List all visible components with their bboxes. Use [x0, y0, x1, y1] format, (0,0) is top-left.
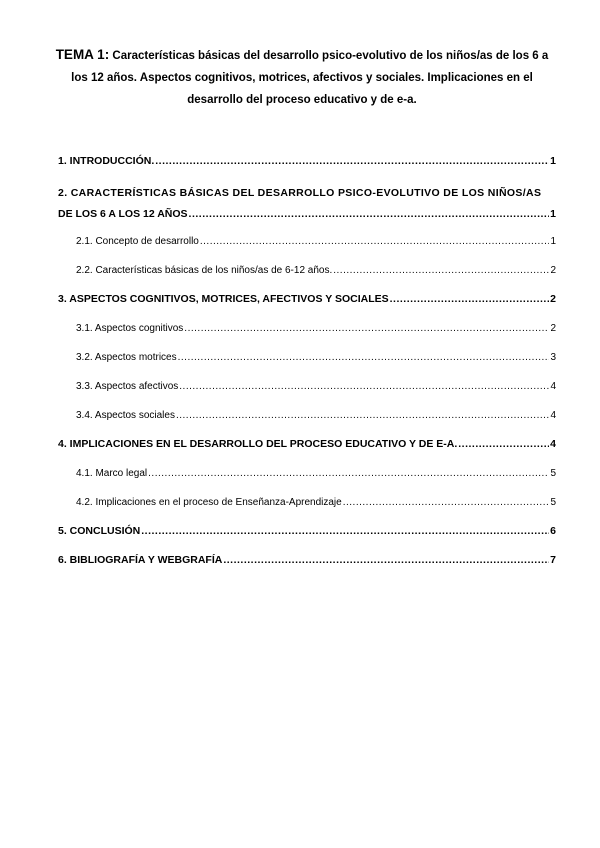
toc-page: 2: [550, 293, 556, 305]
toc-page: 2: [550, 265, 556, 276]
dot-leader: [223, 546, 549, 575]
toc-entry-bibliografia[interactable]: [58, 546, 556, 575]
toc-label: 2.1. Concepto de desarrollo: [76, 236, 199, 247]
toc-entry-concepto-desarrollo[interactable]: [58, 227, 556, 256]
dot-leader: [179, 372, 549, 401]
toc-page: 1: [550, 208, 556, 220]
dot-leader: [148, 459, 549, 488]
toc-label: 4.1. Marco legal: [76, 468, 148, 479]
toc-page: 6: [550, 525, 556, 537]
toc-page: 4: [550, 381, 556, 392]
toc-label-line1: 2. CARACTERÍSTICAS BÁSICAS DEL DESARROLLO PSICO-EVOLUTIVO DE LOS NIÑOS/AS: [58, 187, 542, 199]
dot-leader: [200, 227, 550, 256]
toc-label: 6. BIBLIOGRAFÍA Y WEBGRAFÍA: [58, 554, 223, 566]
table-of-contents: [58, 147, 556, 575]
toc-page: 1: [550, 155, 556, 167]
dot-leader: [141, 517, 549, 546]
dot-leader: [333, 256, 549, 285]
toc-entry-caracteristicas-basicas[interactable]: [58, 256, 556, 285]
toc-entry-conclusion[interactable]: [58, 517, 556, 546]
toc-label: 3.1. Aspectos cognitivos: [76, 323, 184, 334]
title-lead: TEMA 1:: [55, 47, 110, 62]
toc-label-line2: DE LOS 6 A LOS 12 AÑOS: [58, 208, 188, 220]
toc-label: 3.4. Aspectos sociales: [76, 410, 175, 421]
toc-page: 2: [550, 323, 556, 334]
dot-leader: [184, 314, 549, 343]
toc-page: 4: [550, 438, 556, 450]
toc-entry-implicaciones-ea[interactable]: [58, 488, 556, 517]
dot-leader: [343, 488, 550, 517]
dot-leader: [189, 204, 550, 224]
toc-entry-aspectos-cognitivos[interactable]: [58, 314, 556, 343]
toc-page: 5: [550, 497, 556, 508]
toc-entry-marco-legal[interactable]: [58, 459, 556, 488]
toc-page: 4: [550, 410, 556, 421]
toc-entry-implicaciones[interactable]: [58, 430, 556, 459]
toc-label: 3.3. Aspectos afectivos: [76, 381, 179, 392]
toc-entry-aspectos-motrices[interactable]: [58, 343, 556, 372]
dot-leader: [176, 401, 549, 430]
toc-label: 2.2. Características básicas de los niños/as de 6-12 años.: [76, 265, 333, 276]
toc-entry-introduccion[interactable]: [58, 147, 556, 176]
toc-page: 3: [550, 352, 556, 363]
toc-page: 7: [550, 554, 556, 566]
toc-label: 5. CONCLUSIÓN: [58, 525, 141, 537]
dot-leader: [458, 430, 549, 459]
toc-entry-aspectos[interactable]: [58, 285, 556, 314]
title-text: Características básicas del desarrollo psico-evolutivo de los niños/as de los 6 a los 12 años. Aspectos cognitivos, motrices, afectivos y sociales. Implicaciones en el desarrollo del proceso educativo y de e-a.: [71, 50, 549, 106]
dot-leader: [155, 147, 549, 176]
toc-entry-aspectos-sociales[interactable]: [58, 401, 556, 430]
document-title: [48, 44, 556, 111]
dot-leader: [178, 343, 550, 372]
toc-label: 4.2. Implicaciones en el proceso de Enseñanza-Aprendizaje: [76, 497, 342, 508]
toc-label: 3. ASPECTOS COGNITIVOS, MOTRICES, AFECTIVOS Y SOCIALES: [58, 293, 389, 305]
dot-leader: [390, 285, 550, 314]
toc-label: 4. IMPLICACIONES EN EL DESARROLLO DEL PROCESO EDUCATIVO Y DE E-A.: [58, 438, 458, 450]
toc-entry-caracteristicas[interactable]: [58, 176, 556, 227]
toc-label: 1. INTRODUCCIÓN.: [58, 155, 155, 167]
toc-page: 1: [550, 236, 556, 247]
toc-label: 3.2. Aspectos motrices: [76, 352, 177, 363]
toc-page: 5: [550, 468, 556, 479]
toc-entry-aspectos-afectivos[interactable]: [58, 372, 556, 401]
